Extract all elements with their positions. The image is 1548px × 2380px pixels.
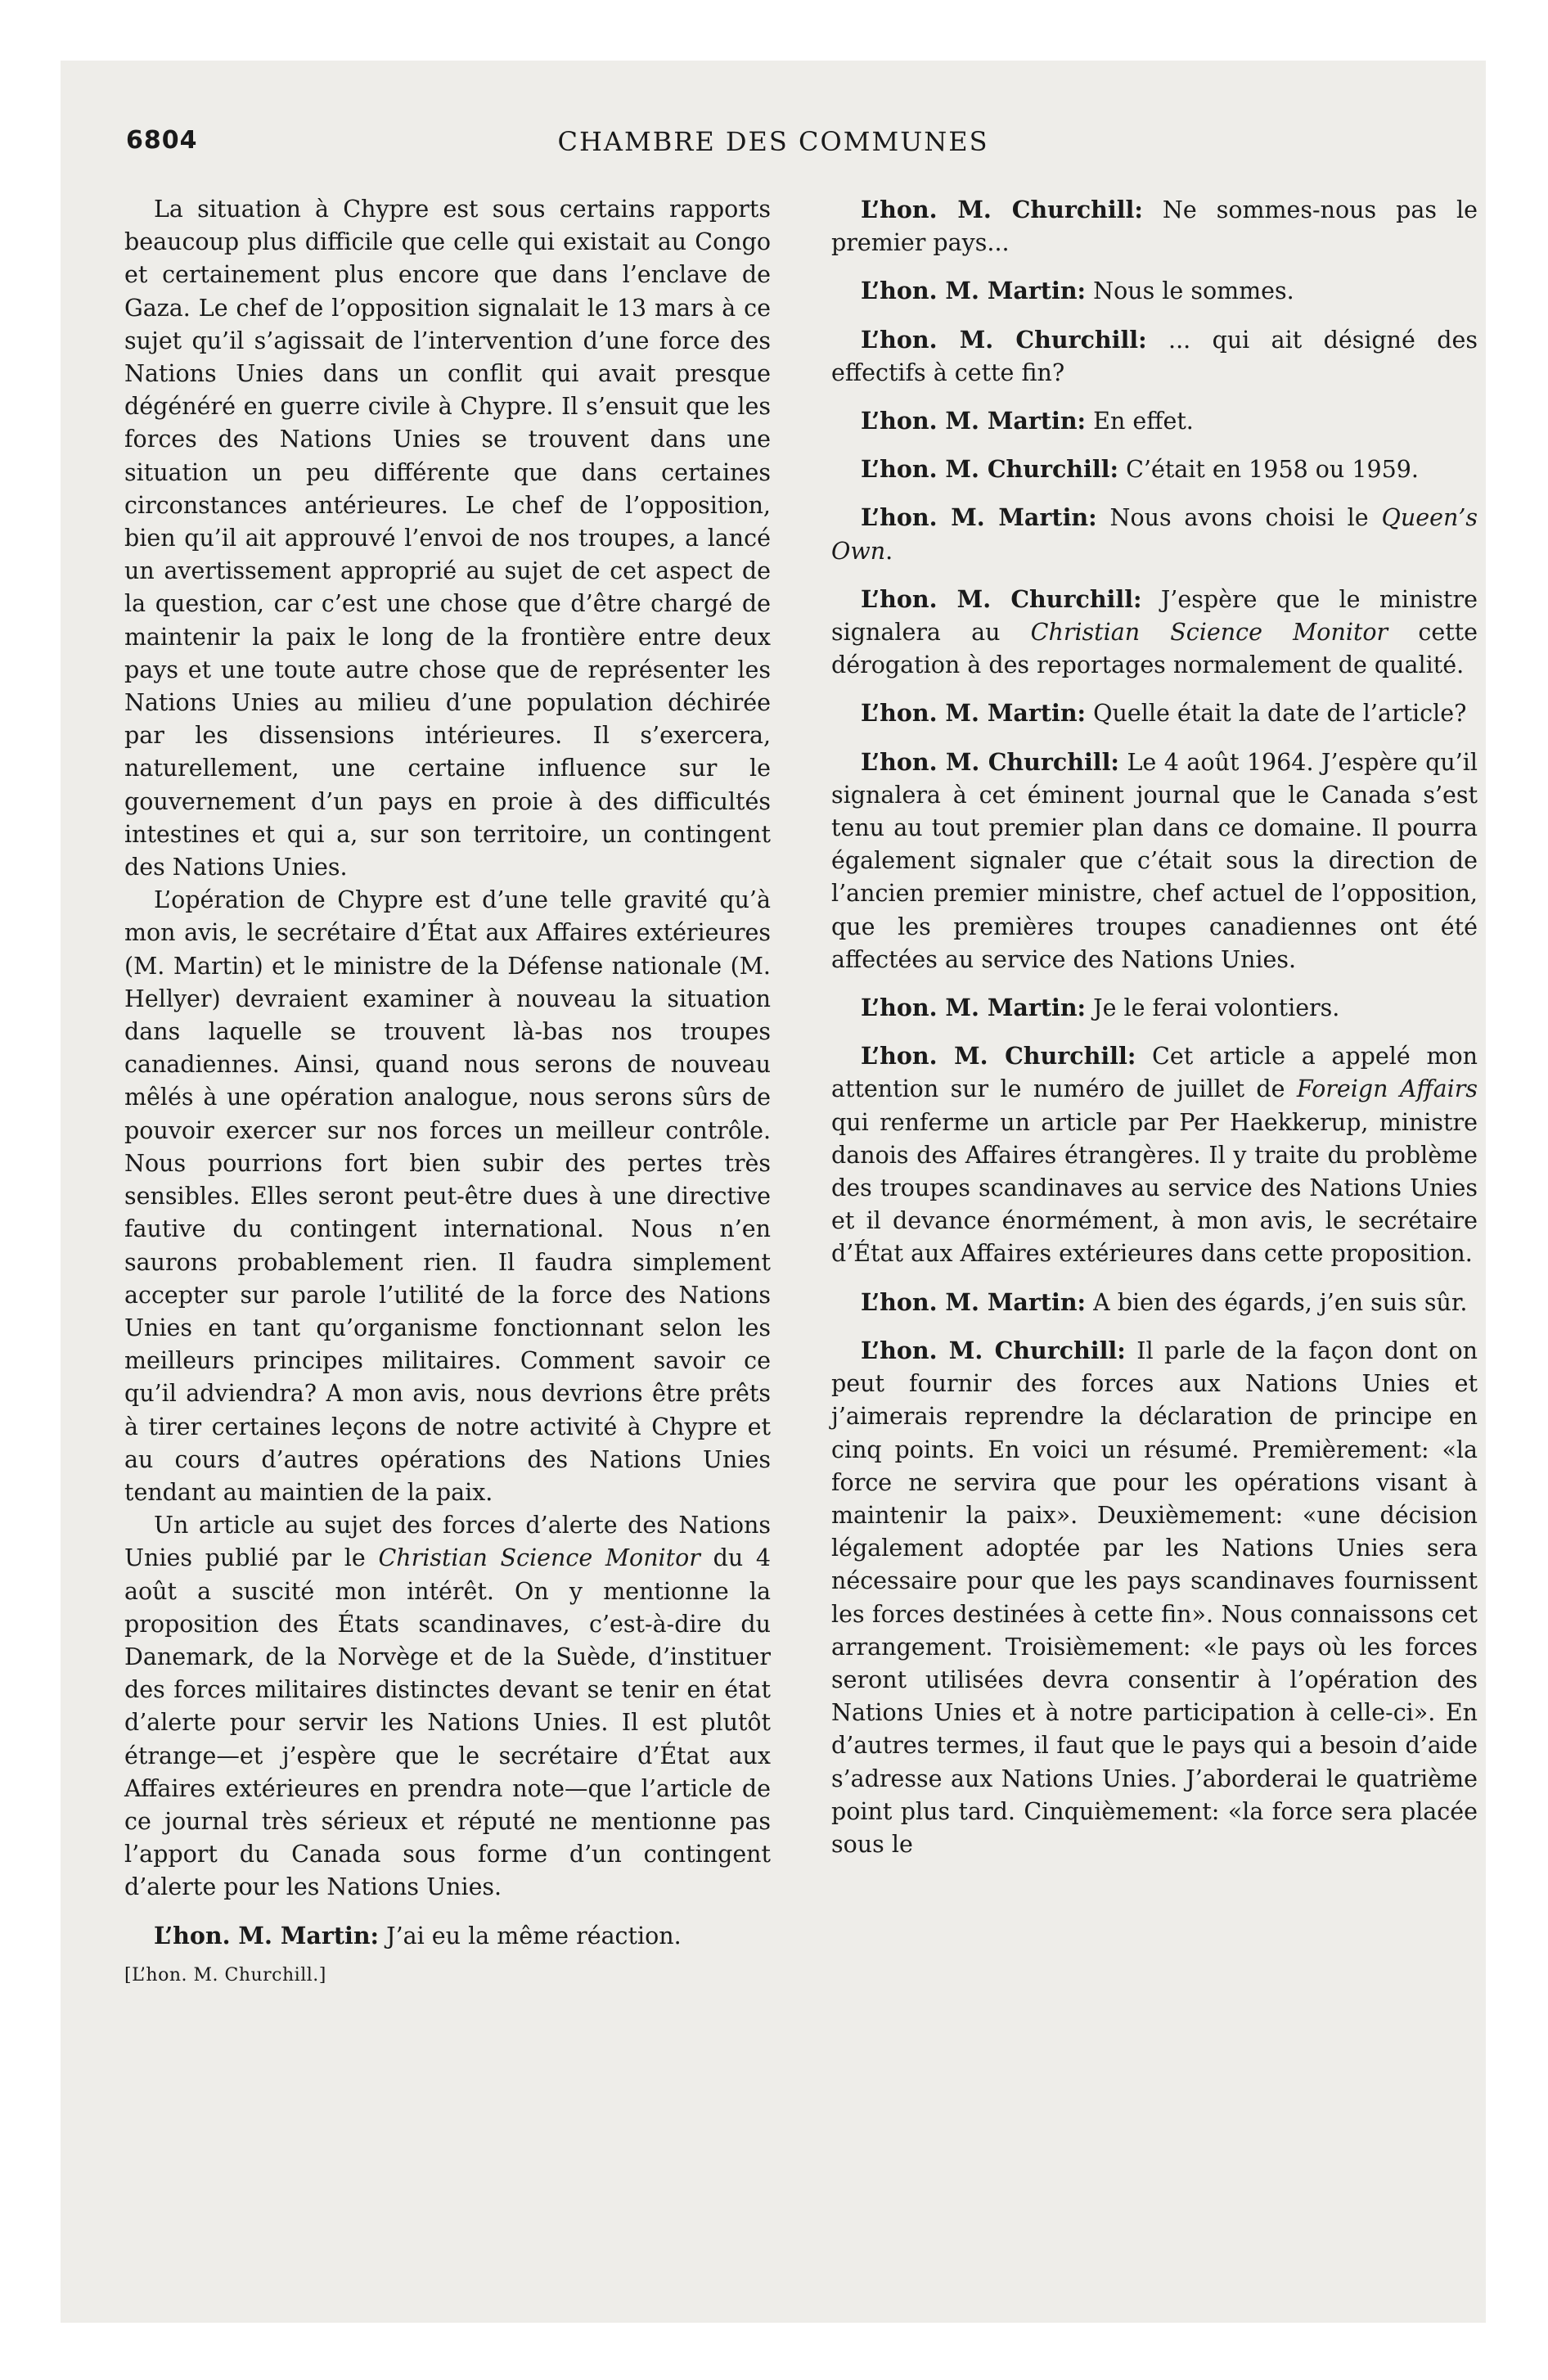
speaker-turn: L’hon. M. Churchill: Cet article a appelé mon attention sur le numéro de juillet de Foreign Affairs qui renferme un article par Per Haekkerup, ministre danois des Affaires étrangères. Il y traite du problème des troupes scandinaves au service des Nations Unies et il devance énormément, à mon avis, le secrétaire d’État aux Affaires extérieures dans cette proposition.: [831, 1042, 1478, 1268]
speaker-name: L’hon. M. Martin:: [861, 994, 1087, 1022]
speaker-name: L’hon. M. Churchill:: [861, 747, 1119, 776]
paragraph: Un article au sujet des forces d’alerte des Nations Unies publié par le Christian Science Monitor du 4 août a suscité mon intérêt. On y mentionne la proposition des États scandinaves, c’est-à-dire du Danemark, de la Norvège et de la Suède, d’instituer des forces militaires distinctes devant se tenir en état d’alerte pour servir les Nations Unies. Il est plutôt étrange—et j’espère que le secrétaire d’État aux Affaires extérieures en prendra note—que l’article de ce journal très sérieux et réputé ne mentionne pas l’apport du Canada sous forme d’un contingent d’alerte pour les Nations Unies.: [124, 1512, 771, 1901]
paragraph: La situation à Chypre est sous certains rapports beaucoup plus difficile que celle qui existait au Congo et certainement plus encore que dans l’enclave de Gaza. Le chef de l’opposition signalait le 13 mars à ce sujet qu’il s’agissait de l’intervention d’une force des Nations Unies dans un conflit qui avait presque dégénéré en guerre civile à Chypre. Il s’ensuit que les forces des Nations Unies se trouvent dans une situation un peu différente que dans certaines circonstances antérieures. Le chef de l’opposition, bien qu’il ait approuvé l’envoi de nos troupes, a lancé un avertissement approprié au sujet de cet aspect de la question, car c’est une chose que d’être chargé de maintenir la paix le long de la frontière entre deux pays et une toute autre chose que de représenter les Nations Unies au milieu d’une population déchirée par les dissensions intérieures. Il s’exercera, naturellement, une certaine influence sur le gouvernement d’un pays en proie à des difficultés intestines et qui a, sur son territoire, un contingent des Nations Unies.: [124, 196, 771, 881]
speaker-name: L’hon. M. Martin:: [154, 1921, 380, 1950]
speaker-name: L’hon. M. Churchill:: [861, 196, 1143, 223]
continuation-bracket: [L’hon. M. Churchill.]: [124, 1964, 326, 1986]
speaker-turn: L’hon. M. Martin: Nous avons choisi le Queen’s Own.: [831, 503, 1478, 565]
speaker-turn: L’hon. M. Martin: Je le ferai volontiers.: [861, 994, 1340, 1022]
speaker-turn: L’hon. M. Churchill: J’espère que le ministre signalera au Christian Science Monitor cette dérogation à des reportages normalement de qualité.: [831, 584, 1478, 679]
speaker-turn: L’hon. M. Martin: J’ai eu la même réaction.: [154, 1921, 682, 1950]
publication-title: Christian Science Monitor: [1030, 619, 1388, 647]
regiment-name: Queen’s Own: [831, 504, 1478, 565]
speaker-name: L’hon. M. Martin:: [861, 407, 1087, 435]
paragraph: L’opération de Chypre est d’une telle gravité qu’à mon avis, le secrétaire d’État aux Affaires extérieures (M. Martin) et le ministre de la Défense nationale (M. Hellyer) devraient examiner à nouveau la situation dans laquelle se trouvent là-bas nos troupes canadiennes. Ainsi, quand nous serons de nouveau mêlés à une opération analogue, nous serons sûrs de pouvoir exercer sur nos forces un meilleur contrôle. Nous pourrions fort bien subir des pertes très sensibles. Elles seront peut-être dues à une directive fautive du contingent international. Nous n’en saurons probablement rien. Il faudra simplement accepter sur parole l’utilité de la force des Nations Unies en tant qu’organisme fonctionnant selon les meilleurs principes militaires. Comment savoir ce qu’il adviendra? A mon avis, nous devrions être prêts à tirer certaines leçons de notre activité à Chypre et au cours d’autres opérations des Nations Unies tendant au maintien de la paix.: [124, 886, 771, 1506]
speaker-turn: L’hon. M. Churchill: C’était en 1958 ou 1959.: [861, 455, 1419, 484]
speaker-turn: L’hon. M. Churchill: ... qui ait désigné des effectifs à cette fin?: [831, 325, 1478, 386]
page-number: 6804: [126, 126, 198, 155]
speaker-turn: L’hon. M. Churchill: Le 4 août 1964. J’espère qu’il signalera à cet éminent journal que le Canada s’est tenu au tout premier plan dans ce domaine. Il pourra également signaler que c’était sous la direction de l’ancien premier ministre, chef actuel de l’opposition, que les premières troupes canadiennes ont été affectées au service des Nations Unies.: [831, 747, 1478, 973]
publication-title: Foreign Affairs: [1296, 1075, 1478, 1103]
page-header: [67, 119, 1479, 159]
publication-title: Christian Science Monitor: [378, 1544, 700, 1572]
speaker-turn: L’hon. M. Churchill: Il parle de la façon dont on peut fournir des forces aux Nations Unies et j’aimerais reprendre la déclaration de principe en cinq points. En voici un résumé. Premièrement: «la force ne servira que pour les opérations visant à maintenir la paix». Deuxièmement: «une décision légalement adoptée par les Nations Unies sera nécessaire pour que les pays scandinaves fournissent les forces destinées à cette fin». Nous connaissons cet arrangement. Troisièmement: «le pays où les forces seront utilisées devra consentir à l’opération des Nations Unies et à notre participation à celle-ci». En d’autres termes, il faut que le pays qui a besoin d’aide s’adresse aux Nations Unies. J’aborderai le quatrième point plus tard. Cinquièmement: «la force sera placée sous le: [831, 1336, 1478, 1858]
speaker-name: L’hon. M. Churchill:: [861, 584, 1142, 613]
speaker-name: L’hon. M. Martin:: [861, 1287, 1087, 1316]
running-title: CHAMBRE DES COMMUNES: [557, 126, 989, 157]
speaker-name: L’hon. M. Churchill:: [861, 1042, 1136, 1071]
speaker-name: L’hon. M. Churchill:: [861, 325, 1147, 354]
speaker-name: L’hon. M. Martin:: [861, 503, 1097, 532]
speaker-turn: L’hon. M. Martin: En effet.: [861, 407, 1194, 435]
speaker-name: L’hon. M. Martin:: [861, 277, 1087, 305]
speaker-name: L’hon. M. Martin:: [861, 699, 1087, 728]
right-column: [831, 193, 1478, 1861]
speaker-name: L’hon. M. Churchill:: [861, 1336, 1126, 1364]
speaker-turn: L’hon. M. Martin: Quelle était la date de l’article?: [861, 699, 1467, 728]
speaker-turn: L’hon. M. Martin: A bien des égards, j’en suis sûr.: [861, 1287, 1468, 1316]
speaker-turn: L’hon. M. Martin: Nous le sommes.: [861, 277, 1294, 305]
speaker-name: L’hon. M. Churchill:: [861, 455, 1119, 484]
left-column: [124, 193, 771, 1992]
speaker-turn: L’hon. M. Churchill: Ne sommes-nous pas le premier pays...: [831, 196, 1478, 257]
